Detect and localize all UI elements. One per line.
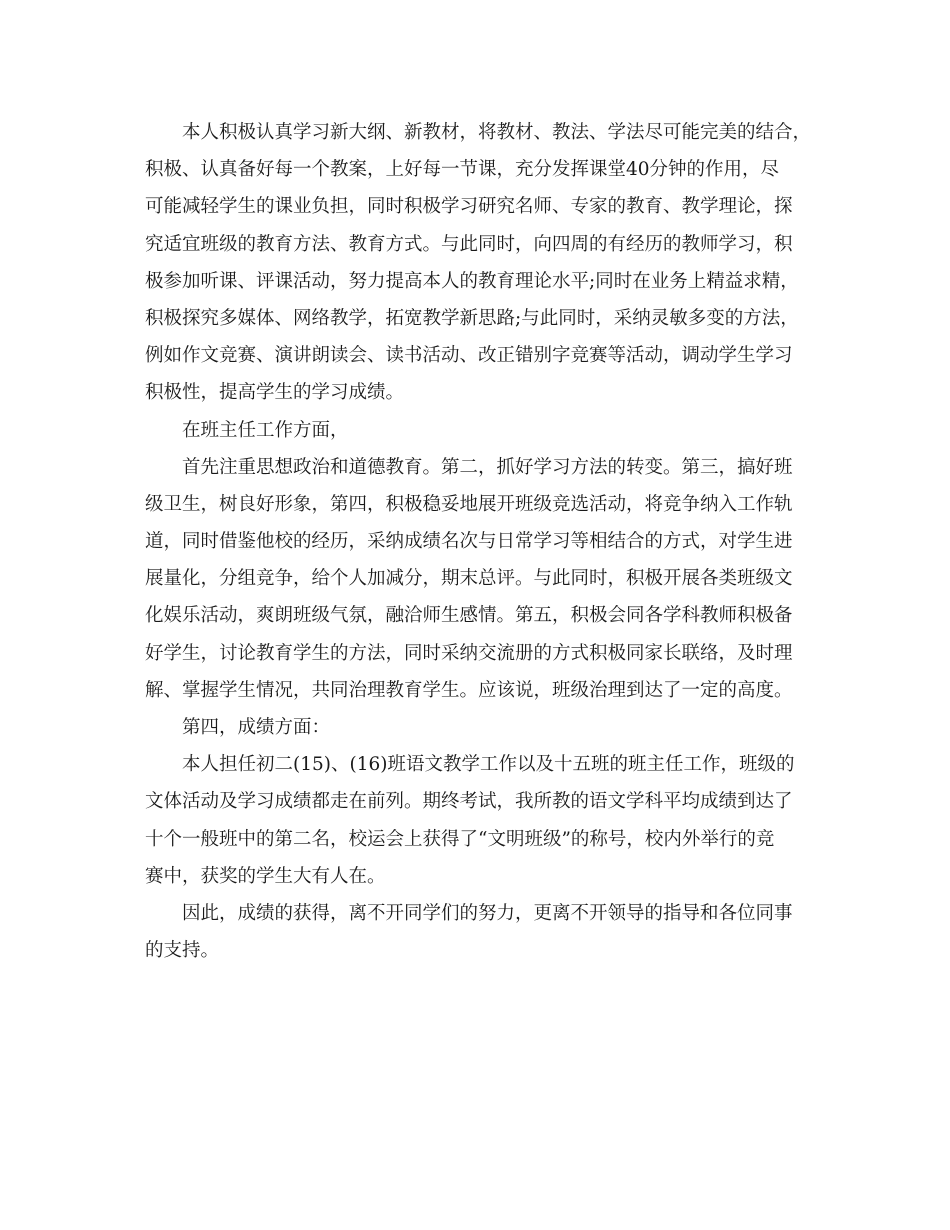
text-line: 文体活动及学习成绩都走在前列。期终考试，我所教的语文学科平均成绩到达了 (145, 791, 793, 813)
text-line: 因此，成绩的获得，离不开同学们的努力，更离不开领导的指导和各位同事 (182, 902, 793, 924)
text-line: 展量化，分组竞争，给个人加减分，期末总评。与此同时，积极开展各类班级文 (145, 568, 793, 590)
text-line: 好学生，讨论教育学生的方法，同时采纳交流册的方式积极同家长联络，及时理 (145, 642, 793, 664)
document-body (145, 114, 810, 969)
text-line: 首先注重思想政治和道德教育。第二，抓好学习方法的转变。第三，搞好班 (182, 456, 793, 478)
text-line: 赛中，获奖的学生大有人在。 (145, 865, 386, 887)
text-line: 化娱乐活动，爽朗班级气氛，融洽师生感情。第五，积极会同各学科教师积极备 (145, 605, 793, 627)
text-line: 积极探究多媒体、网络教学，拓宽教学新思路;与此同时，采纳灵敏多变的方法， (145, 307, 799, 329)
text-line: 本人担任初二(15)、(16)班语文教学工作以及十五班的班主任工作，班级的 (182, 754, 795, 776)
text-line: 级卫生，树良好形象，第四，积极稳妥地展开班级竞选活动，将竞争纳入工作轨 (145, 493, 793, 515)
text-line: 可能减轻学生的课业负担，同时积极学习研究名师、专家的教育、教学理论，探 (145, 196, 793, 218)
text-line: 本人积极认真学习新大纲、新教材，将教材、教法、学法尽可能完美的结合， (182, 122, 812, 143)
text-line: 例如作文竞赛、演讲朗读会、读书活动、改正错别字竞赛等活动，调动学生学习 (145, 345, 793, 367)
section-heading-line: 在班主任工作方面， (182, 419, 349, 441)
text-line: 积极、认真备好每一个教案，上好每一节课，充分发挥课堂40分钟的作用，尽 (145, 159, 780, 181)
section-heading-line: 第四，成绩方面： (182, 717, 331, 738)
text-line: 解、掌握学生情况，共同治理教育学生。应该说，班级治理到达了一定的高度。 (145, 679, 793, 701)
text-line: 积极性，提高学生的学习成绩。 (145, 382, 405, 404)
text-line: 极参加听课、评课活动，努力提高本人的教育理论水平;同时在业务上精益求精， (145, 270, 799, 292)
text-line: 十个一般班中的第二名，校运会上获得了“文明班级”的称号，校内外举行的竞 (145, 828, 775, 850)
text-line: 的支持。 (145, 940, 220, 962)
text-line: 道，同时借鉴他校的经历，采纳成绩名次与日常学习等相结合的方式，对学生进 (145, 531, 793, 553)
text-line: 究适宜班级的教育方法、教育方式。与此同时，向四周的有经历的教师学习，积 (145, 233, 793, 255)
